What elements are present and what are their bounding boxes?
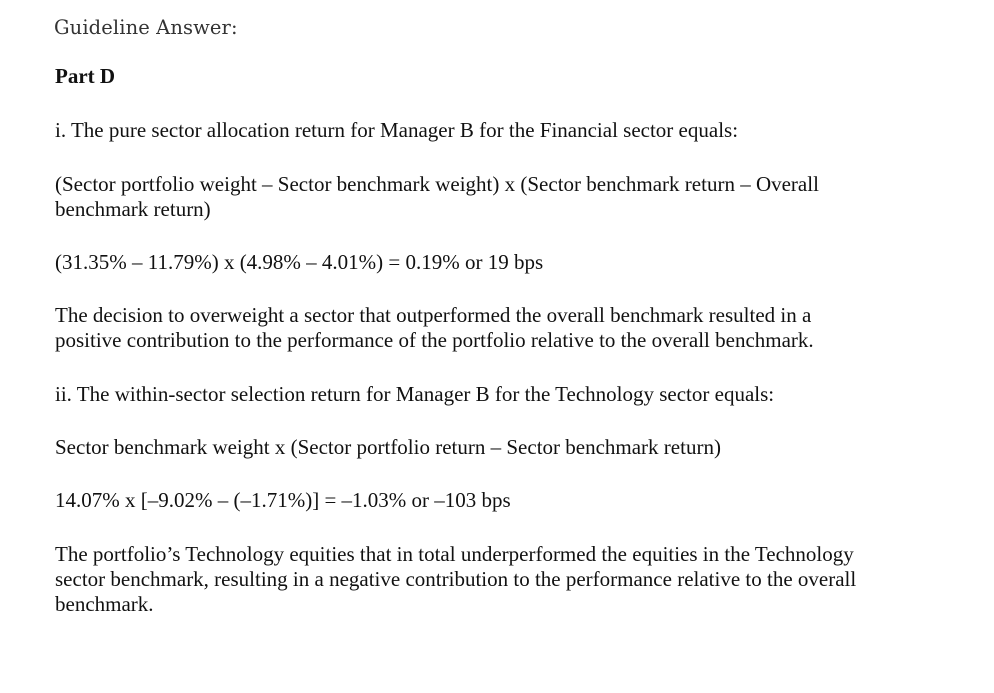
section-ii-intro bbox=[55, 382, 945, 407]
section-ii-formula bbox=[55, 435, 945, 460]
section-i-explanation bbox=[55, 303, 945, 353]
part-title: Part D bbox=[55, 64, 116, 88]
section-i-explanation-line-2: positive contribution to the performance of the portfolio relative to the overall benchmark. bbox=[55, 328, 814, 352]
section-ii-explanation-line-1: The portfolio’s Technology equities that in total underperformed the equities in the Technology bbox=[55, 542, 854, 566]
section-i-explanation-line-1: The decision to overweight a sector that outperformed the overall benchmark resulted in a bbox=[55, 303, 812, 327]
section-i-formula-line-1: (Sector portfolio weight – Sector benchmark weight) x (Sector benchmark return – Overall bbox=[55, 172, 819, 196]
section-i-intro-text: i. The pure sector allocation return for Manager B for the Financial sector equals: bbox=[55, 118, 739, 142]
section-ii-intro-text: ii. The within-sector selection return for Manager B for the Technology sector equals: bbox=[55, 382, 775, 406]
section-ii-explanation bbox=[55, 542, 945, 617]
section-i-formula-line-2: benchmark return) bbox=[55, 197, 211, 221]
section-ii-explanation-line-3: benchmark. bbox=[55, 592, 154, 616]
section-i-formula bbox=[55, 172, 945, 222]
guideline-answer-heading: Guideline Answer: bbox=[54, 16, 238, 39]
section-ii-calculation bbox=[55, 488, 945, 513]
section-i-calculation bbox=[55, 250, 945, 275]
section-ii-formula-text: Sector benchmark weight x (Sector portfolio return – Sector benchmark return) bbox=[55, 435, 721, 459]
section-ii-calculation-text: 14.07% x [–9.02% – (–1.71%)] = –1.03% or –103 bps bbox=[55, 488, 511, 512]
section-i-calculation-text: (31.35% – 11.79%) x (4.98% – 4.01%) = 0.19% or 19 bps bbox=[55, 250, 544, 274]
section-ii-explanation-line-2: sector benchmark, resulting in a negative contribution to the performance relative to the overall bbox=[55, 567, 857, 591]
section-i-intro bbox=[55, 118, 945, 143]
